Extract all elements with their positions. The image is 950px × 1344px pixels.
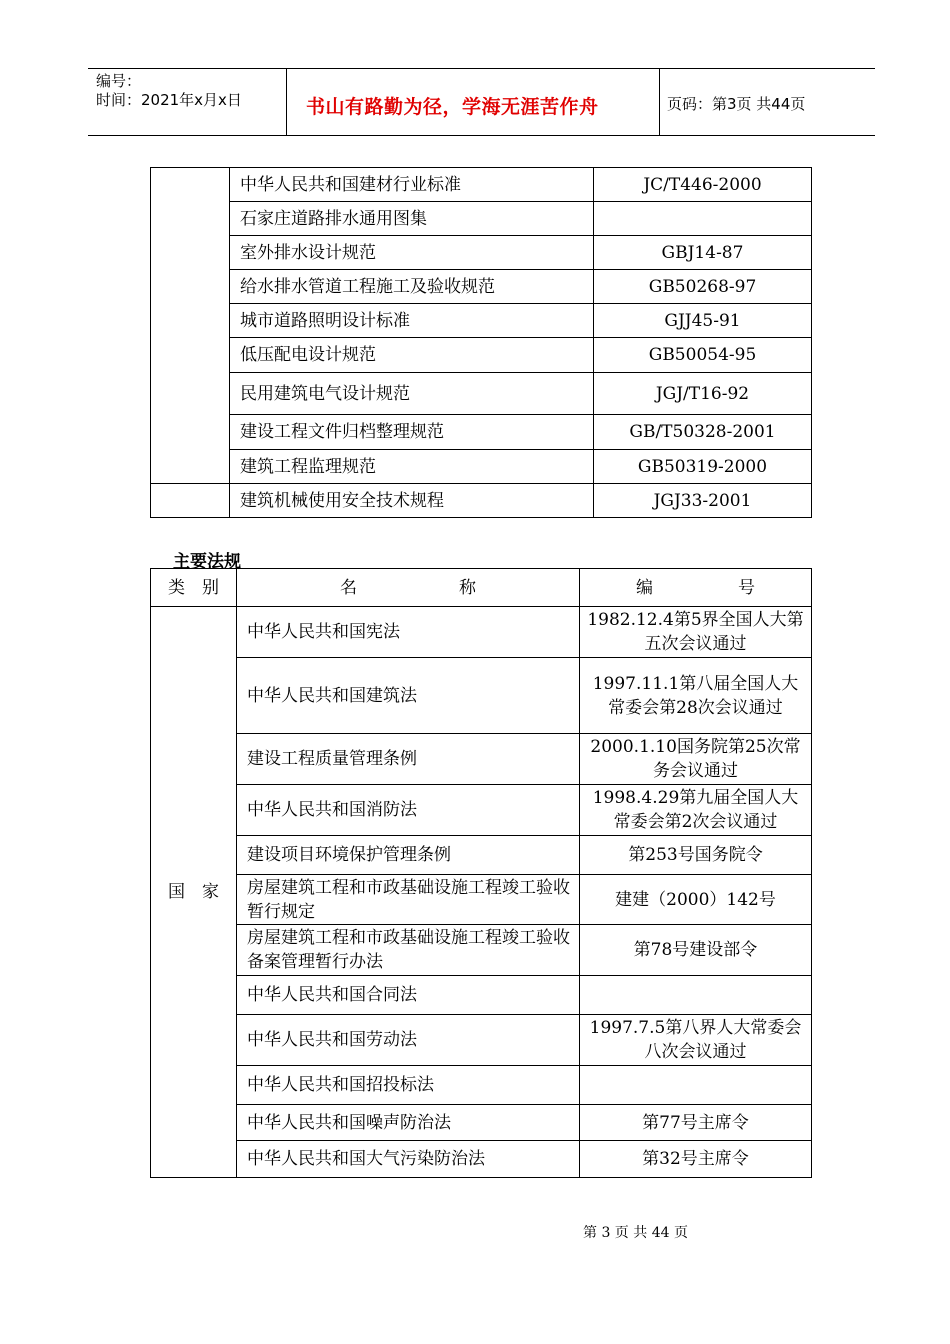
header-page-label: 页码：第3页 共44页 — [667, 95, 806, 113]
regulation-code: 第253号国务院令 — [580, 836, 812, 875]
table-row — [151, 658, 812, 734]
regulation-name: 中华人民共和国劳动法 — [237, 1015, 580, 1066]
table-row — [151, 373, 812, 415]
page-footer: 第 3 页 共 44 页 — [583, 1225, 688, 1241]
table-row — [151, 338, 812, 373]
table-row — [151, 304, 812, 338]
regulation-code: 1997.7.5第八界人大常委会八次会议通过 — [580, 1015, 812, 1066]
regulation-code: 第32号主席令 — [580, 1141, 812, 1178]
regulation-name: 中华人民共和国消防法 — [237, 785, 580, 836]
regulation-name: 房屋建筑工程和市政基础设施工程竣工验收备案管理暂行办法 — [237, 925, 580, 976]
standards-category-cell — [151, 168, 230, 484]
table-row — [151, 450, 812, 484]
column-header-name: 名 称 — [237, 569, 580, 607]
standard-name: 低压配电设计规范 — [230, 338, 594, 373]
table-row — [151, 484, 812, 518]
table-row — [151, 168, 812, 202]
column-header-code: 编 号 — [580, 569, 812, 607]
table-row — [151, 836, 812, 875]
standards-table — [150, 167, 812, 518]
standard-code: GJJ45-91 — [594, 304, 812, 338]
standard-name: 建筑机械使用安全技术规程 — [230, 484, 594, 518]
regulation-code: 1982.12.4第5界全国人大第五次会议通过 — [580, 607, 812, 658]
standard-code: GB50054-95 — [594, 338, 812, 373]
regulations-title: 主要法规 — [173, 552, 241, 572]
table-row — [151, 875, 812, 925]
standard-name: 城市道路照明设计标准 — [230, 304, 594, 338]
standard-code: JC/T446-2000 — [594, 168, 812, 202]
header-motto: 书山有路勤为径，学海无涯苦作舟 — [306, 96, 599, 118]
standard-name: 室外排水设计规范 — [230, 236, 594, 270]
regulation-name: 中华人民共和国大气污染防治法 — [237, 1141, 580, 1178]
regulation-code — [580, 976, 812, 1015]
table-row — [151, 1141, 812, 1178]
standard-name: 石家庄道路排水通用图集 — [230, 202, 594, 236]
standard-code: GBJ14-87 — [594, 236, 812, 270]
header-divider-right — [659, 68, 660, 136]
standard-name: 给水排水管道工程施工及验收规范 — [230, 270, 594, 304]
standard-name: 中华人民共和国建材行业标准 — [230, 168, 594, 202]
table-row — [151, 785, 812, 836]
column-header-category: 类 别 — [151, 569, 237, 607]
header-divider-left — [286, 68, 287, 136]
regulation-code: 第77号主席令 — [580, 1105, 812, 1141]
header-time-label: 时间：2021年x月x日 — [96, 91, 242, 109]
regulation-code — [580, 1066, 812, 1105]
standard-name: 建筑工程监理规范 — [230, 450, 594, 484]
category-cell-national: 国 家 — [151, 607, 237, 1178]
table-row — [151, 270, 812, 304]
regulation-name: 建设项目环境保护管理条例 — [237, 836, 580, 875]
standards-category-cell — [151, 484, 230, 518]
table-row — [151, 415, 812, 450]
standard-code: GB50319-2000 — [594, 450, 812, 484]
table-row — [151, 202, 812, 236]
regulations-table — [150, 568, 812, 1178]
regulation-name: 中华人民共和国建筑法 — [237, 658, 580, 734]
regulation-name: 房屋建筑工程和市政基础设施工程竣工验收暂行规定 — [237, 875, 580, 925]
standard-name: 民用建筑电气设计规范 — [230, 373, 594, 415]
standard-code: JGJ/T16-92 — [594, 373, 812, 415]
standard-code: JGJ33-2001 — [594, 484, 812, 518]
regulation-name: 中华人民共和国招投标法 — [237, 1066, 580, 1105]
header-top-rule — [88, 68, 875, 69]
table-header-row — [151, 569, 812, 607]
table-row — [151, 925, 812, 976]
header-bottom-rule — [88, 135, 875, 136]
standard-code: GB50268-97 — [594, 270, 812, 304]
table-row — [151, 1105, 812, 1141]
standard-code: GB/T50328-2001 — [594, 415, 812, 450]
regulation-name: 中华人民共和国噪声防治法 — [237, 1105, 580, 1141]
regulation-name: 中华人民共和国宪法 — [237, 607, 580, 658]
regulation-name: 中华人民共和国合同法 — [237, 976, 580, 1015]
regulation-code: 1997.11.1第八届全国人大常委会第28次会议通过 — [580, 658, 812, 734]
table-row — [151, 734, 812, 785]
regulation-code: 建建（2000）142号 — [580, 875, 812, 925]
regulation-name: 建设工程质量管理条例 — [237, 734, 580, 785]
table-row — [151, 976, 812, 1015]
table-row — [151, 1066, 812, 1105]
table-row — [151, 236, 812, 270]
header-number-label: 编号： — [96, 72, 142, 90]
regulation-code: 第78号建设部令 — [580, 925, 812, 976]
regulation-code: 1998.4.29第九届全国人大常委会第2次会议通过 — [580, 785, 812, 836]
standard-name: 建设工程文件归档整理规范 — [230, 415, 594, 450]
table-row — [151, 1015, 812, 1066]
regulation-code: 2000.1.10国务院第25次常务会议通过 — [580, 734, 812, 785]
standard-code — [594, 202, 812, 236]
table-row — [151, 607, 812, 658]
